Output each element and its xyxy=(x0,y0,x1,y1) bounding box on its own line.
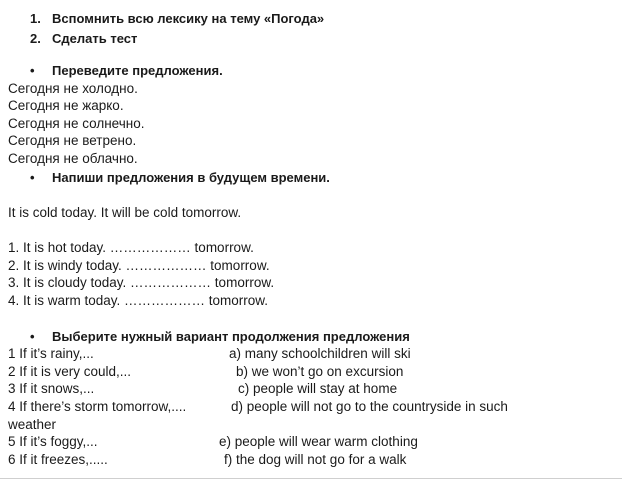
future-example: It is cold today. It will be cold tomorrow. xyxy=(8,205,242,220)
match-left-item: 6 If it freezes,..... xyxy=(8,452,108,467)
future-item: 2. It is windy today. ……………… tomorrow. xyxy=(8,258,270,273)
match-left-item: 5 If it’s foggy,... xyxy=(8,434,98,449)
future-item: 3. It is cloudy today. ……………… tomorrow. xyxy=(8,275,275,290)
match-left-item: 4 If there’s storm tomorrow,.... xyxy=(8,399,187,414)
task-1-text: Вспомнить всю лексику на тему «Погода» xyxy=(52,11,325,26)
translate-heading xyxy=(30,62,223,79)
task-2-text: Сделать тест xyxy=(52,31,138,46)
match-left-wrap: weather xyxy=(8,417,57,432)
match-right-option: c) people will stay at home xyxy=(238,381,398,396)
match-right-option: d) people will not go to the countryside in such xyxy=(231,399,508,414)
match-right-option: e) people will wear warm clothing xyxy=(219,434,418,449)
bullet-icon: • xyxy=(30,329,35,344)
match-right-option: a) many schoolchildren will ski xyxy=(229,346,411,361)
match-left-item: 1 If it’s rainy,... xyxy=(8,346,94,361)
future-heading-text: Напиши предложения в будущем времени. xyxy=(52,170,330,185)
task-1 xyxy=(30,10,324,27)
match-heading xyxy=(30,328,410,345)
translate-sentence: Сегодня не солнечно. xyxy=(8,116,145,131)
translate-sentence: Сегодня не облачно. xyxy=(8,151,138,166)
translate-sentence: Сегодня не холодно. xyxy=(8,81,138,96)
future-heading xyxy=(30,169,330,186)
match-right-option: f) the dog will not go for a walk xyxy=(224,452,407,467)
task-1-number: 1. xyxy=(30,11,41,26)
task-2-number: 2. xyxy=(30,31,41,46)
future-item: 4. It is warm today. ……………… tomorrow. xyxy=(8,293,269,308)
match-left-item: 3 If it snows,... xyxy=(8,381,95,396)
match-heading-text: Выберите нужный вариант продолжения предложения xyxy=(52,329,410,344)
future-item: 1. It is hot today. ……………… tomorrow. xyxy=(8,240,254,255)
page-bottom-divider xyxy=(0,478,622,479)
translate-sentence: Сегодня не жарко. xyxy=(8,98,124,113)
match-right-option: b) we won’t go on excursion xyxy=(236,364,404,379)
match-left-item: 2 If it is very could,... xyxy=(8,364,132,379)
task-2 xyxy=(30,30,137,47)
translate-sentence: Сегодня не ветрено. xyxy=(8,133,137,148)
bullet-icon: • xyxy=(30,170,35,185)
bullet-icon: • xyxy=(30,63,35,78)
translate-heading-text: Переведите предложения. xyxy=(52,63,223,78)
